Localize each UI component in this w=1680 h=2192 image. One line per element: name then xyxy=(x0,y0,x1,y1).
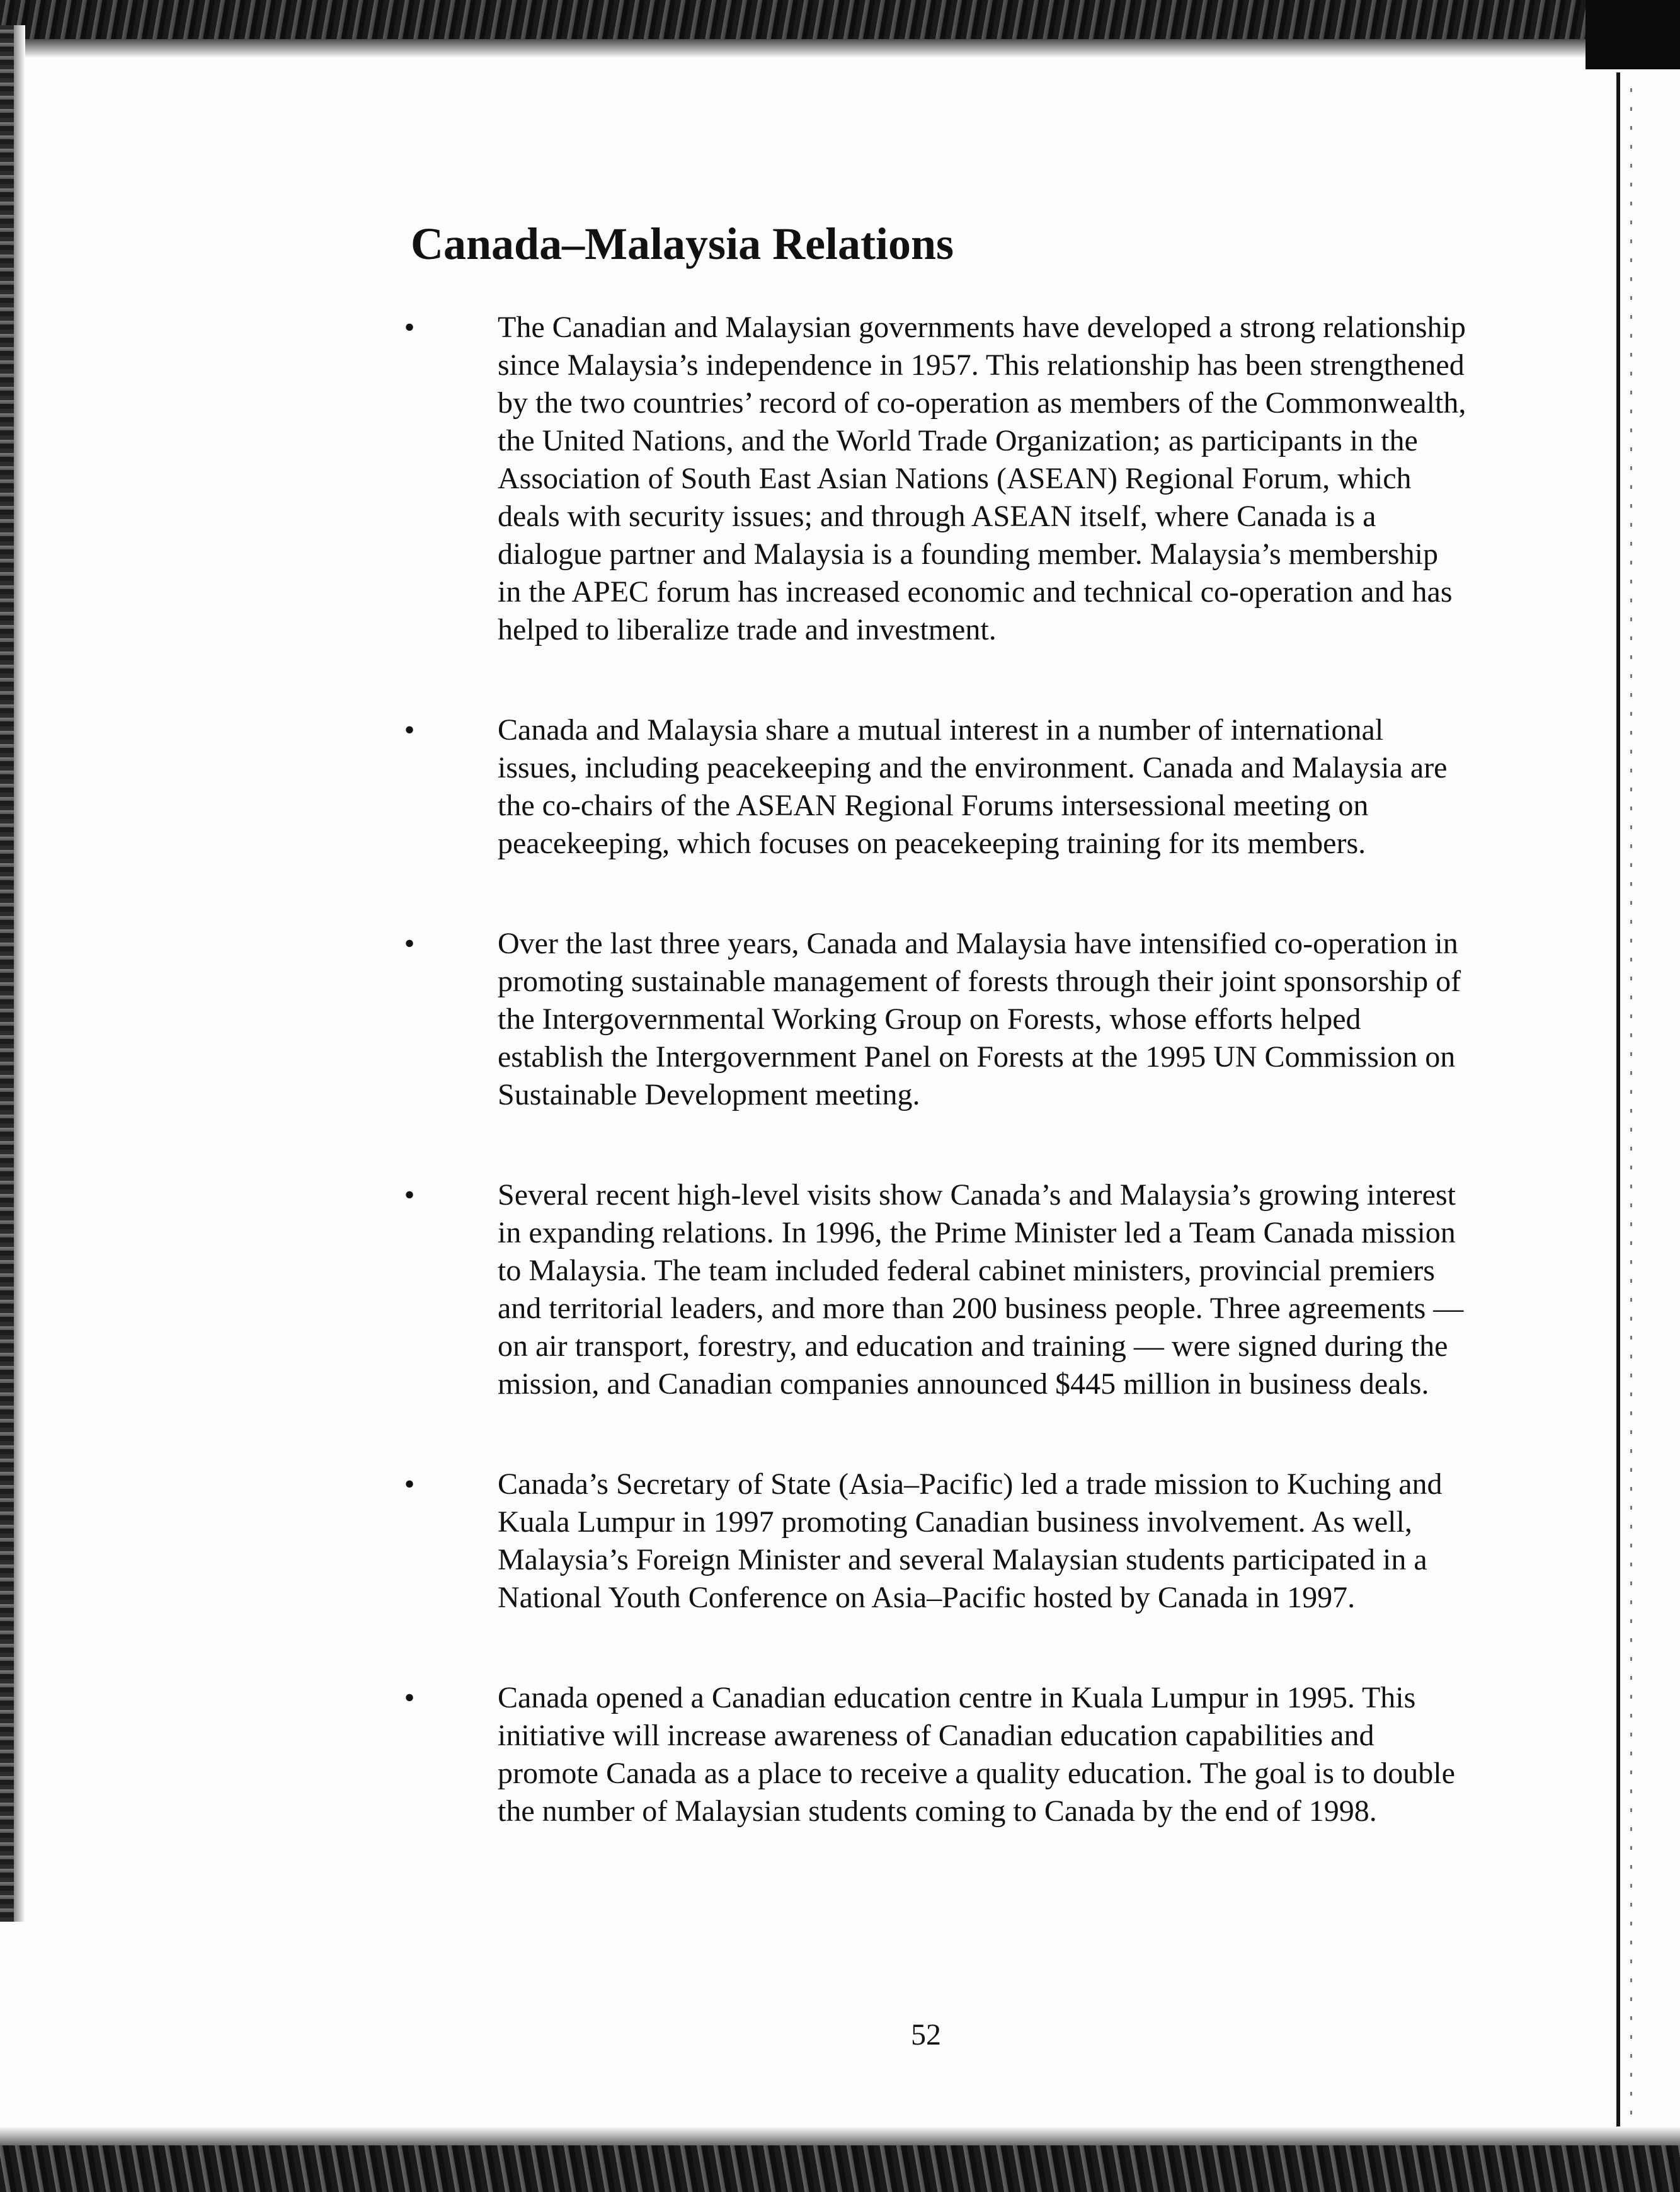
list-item xyxy=(397,1466,1468,1617)
bullet-icon: • xyxy=(404,1178,415,1212)
list-item xyxy=(397,925,1468,1114)
scan-shadow-top xyxy=(0,39,1613,58)
bullet-icon: • xyxy=(404,927,415,960)
scan-shadow-bottom xyxy=(0,2126,1680,2145)
list-item xyxy=(397,1679,1468,1830)
page-number: 52 xyxy=(911,2018,941,2051)
bullet-text: Several recent high-level visits show Canada’s and Malaysia’s growing interest in expanding relations. In 1996, the Prime Minister led a Team Canada mission to Malaysia. The team included federal cabinet ministers, provincial premiers and territorial leaders, and more than 200 business people. Three agreements — on air transport, forestry, and education and training — were signed during the mission, and Canadian companies announced $445 million in business deals. xyxy=(498,1178,1464,1401)
list-item xyxy=(397,711,1468,863)
bullet-icon: • xyxy=(404,713,415,747)
scan-border-top xyxy=(0,0,1680,39)
scan-shadow-left xyxy=(14,25,25,1922)
scan-border-bottom xyxy=(0,2145,1680,2192)
bullet-text: Canada’s Secretary of State (Asia–Pacific) led a trade mission to Kuching and Kuala Lumpur in 1997 promoting Canadian business involvement. As well, Malaysia’s Foreign Minister and several Malaysian students participated in a National Youth Conference on Asia–Pacific hosted by Canada in 1997. xyxy=(498,1467,1443,1614)
scan-dots-right xyxy=(1630,88,1632,2117)
bullet-icon: • xyxy=(404,1681,415,1714)
scan-corner-top-right xyxy=(1586,0,1680,69)
bullet-icon: • xyxy=(404,311,415,344)
page-title: Canada–Malaysia Relations xyxy=(411,219,954,269)
scan-border-right xyxy=(1616,72,1620,2139)
bullet-text: Canada opened a Canadian education centre in Kuala Lumpur in 1995. This initiative will increase awareness of Canadian education capabilities and promote Canada as a place to receive a quality education. The goal is to double the number of Malaysian students coming to Canada by the end of 1998. xyxy=(498,1681,1455,1828)
bullet-icon: • xyxy=(404,1467,415,1501)
bullet-text: The Canadian and Malaysian governments have developed a strong relationship since Malaysia’s independence in 1957. This relationship has been strengthened by the two countries’ record of co-operation as members of the Commonwealth, the United Nations, and the World Trade Organization; as participants in the Association of South East Asian Nations (ASEAN) Regional Forum, which deals with security issues; and through ASEAN itself, where Canada is a dialogue partner and Malaysia is a founding member. Malaysia’s membership in the APEC forum has increased economic and technical co-operation and has helped to liberalize trade and investment. xyxy=(498,311,1466,646)
list-item xyxy=(397,1176,1468,1403)
bullet-list xyxy=(397,309,1468,1893)
bullet-text: Canada and Malaysia share a mutual interest in a number of international issues, including peacekeeping and the environment. Canada and Malaysia are the co-chairs of the ASEAN Regional Forums intersessional meeting on peacekeeping, which focuses on peacekeeping training for its members. xyxy=(498,713,1448,860)
bullet-text: Over the last three years, Canada and Malaysia have intensified co-operation in promoting sustainable management of forests through their joint sponsorship of the Intergovernmental Working Group on Forests, whose efforts helped establish the Intergovernment Panel on Forests at the 1995 UN Commission on Sustainable Development meeting. xyxy=(498,927,1461,1111)
list-item xyxy=(397,309,1468,649)
scan-border-left xyxy=(0,25,14,1922)
